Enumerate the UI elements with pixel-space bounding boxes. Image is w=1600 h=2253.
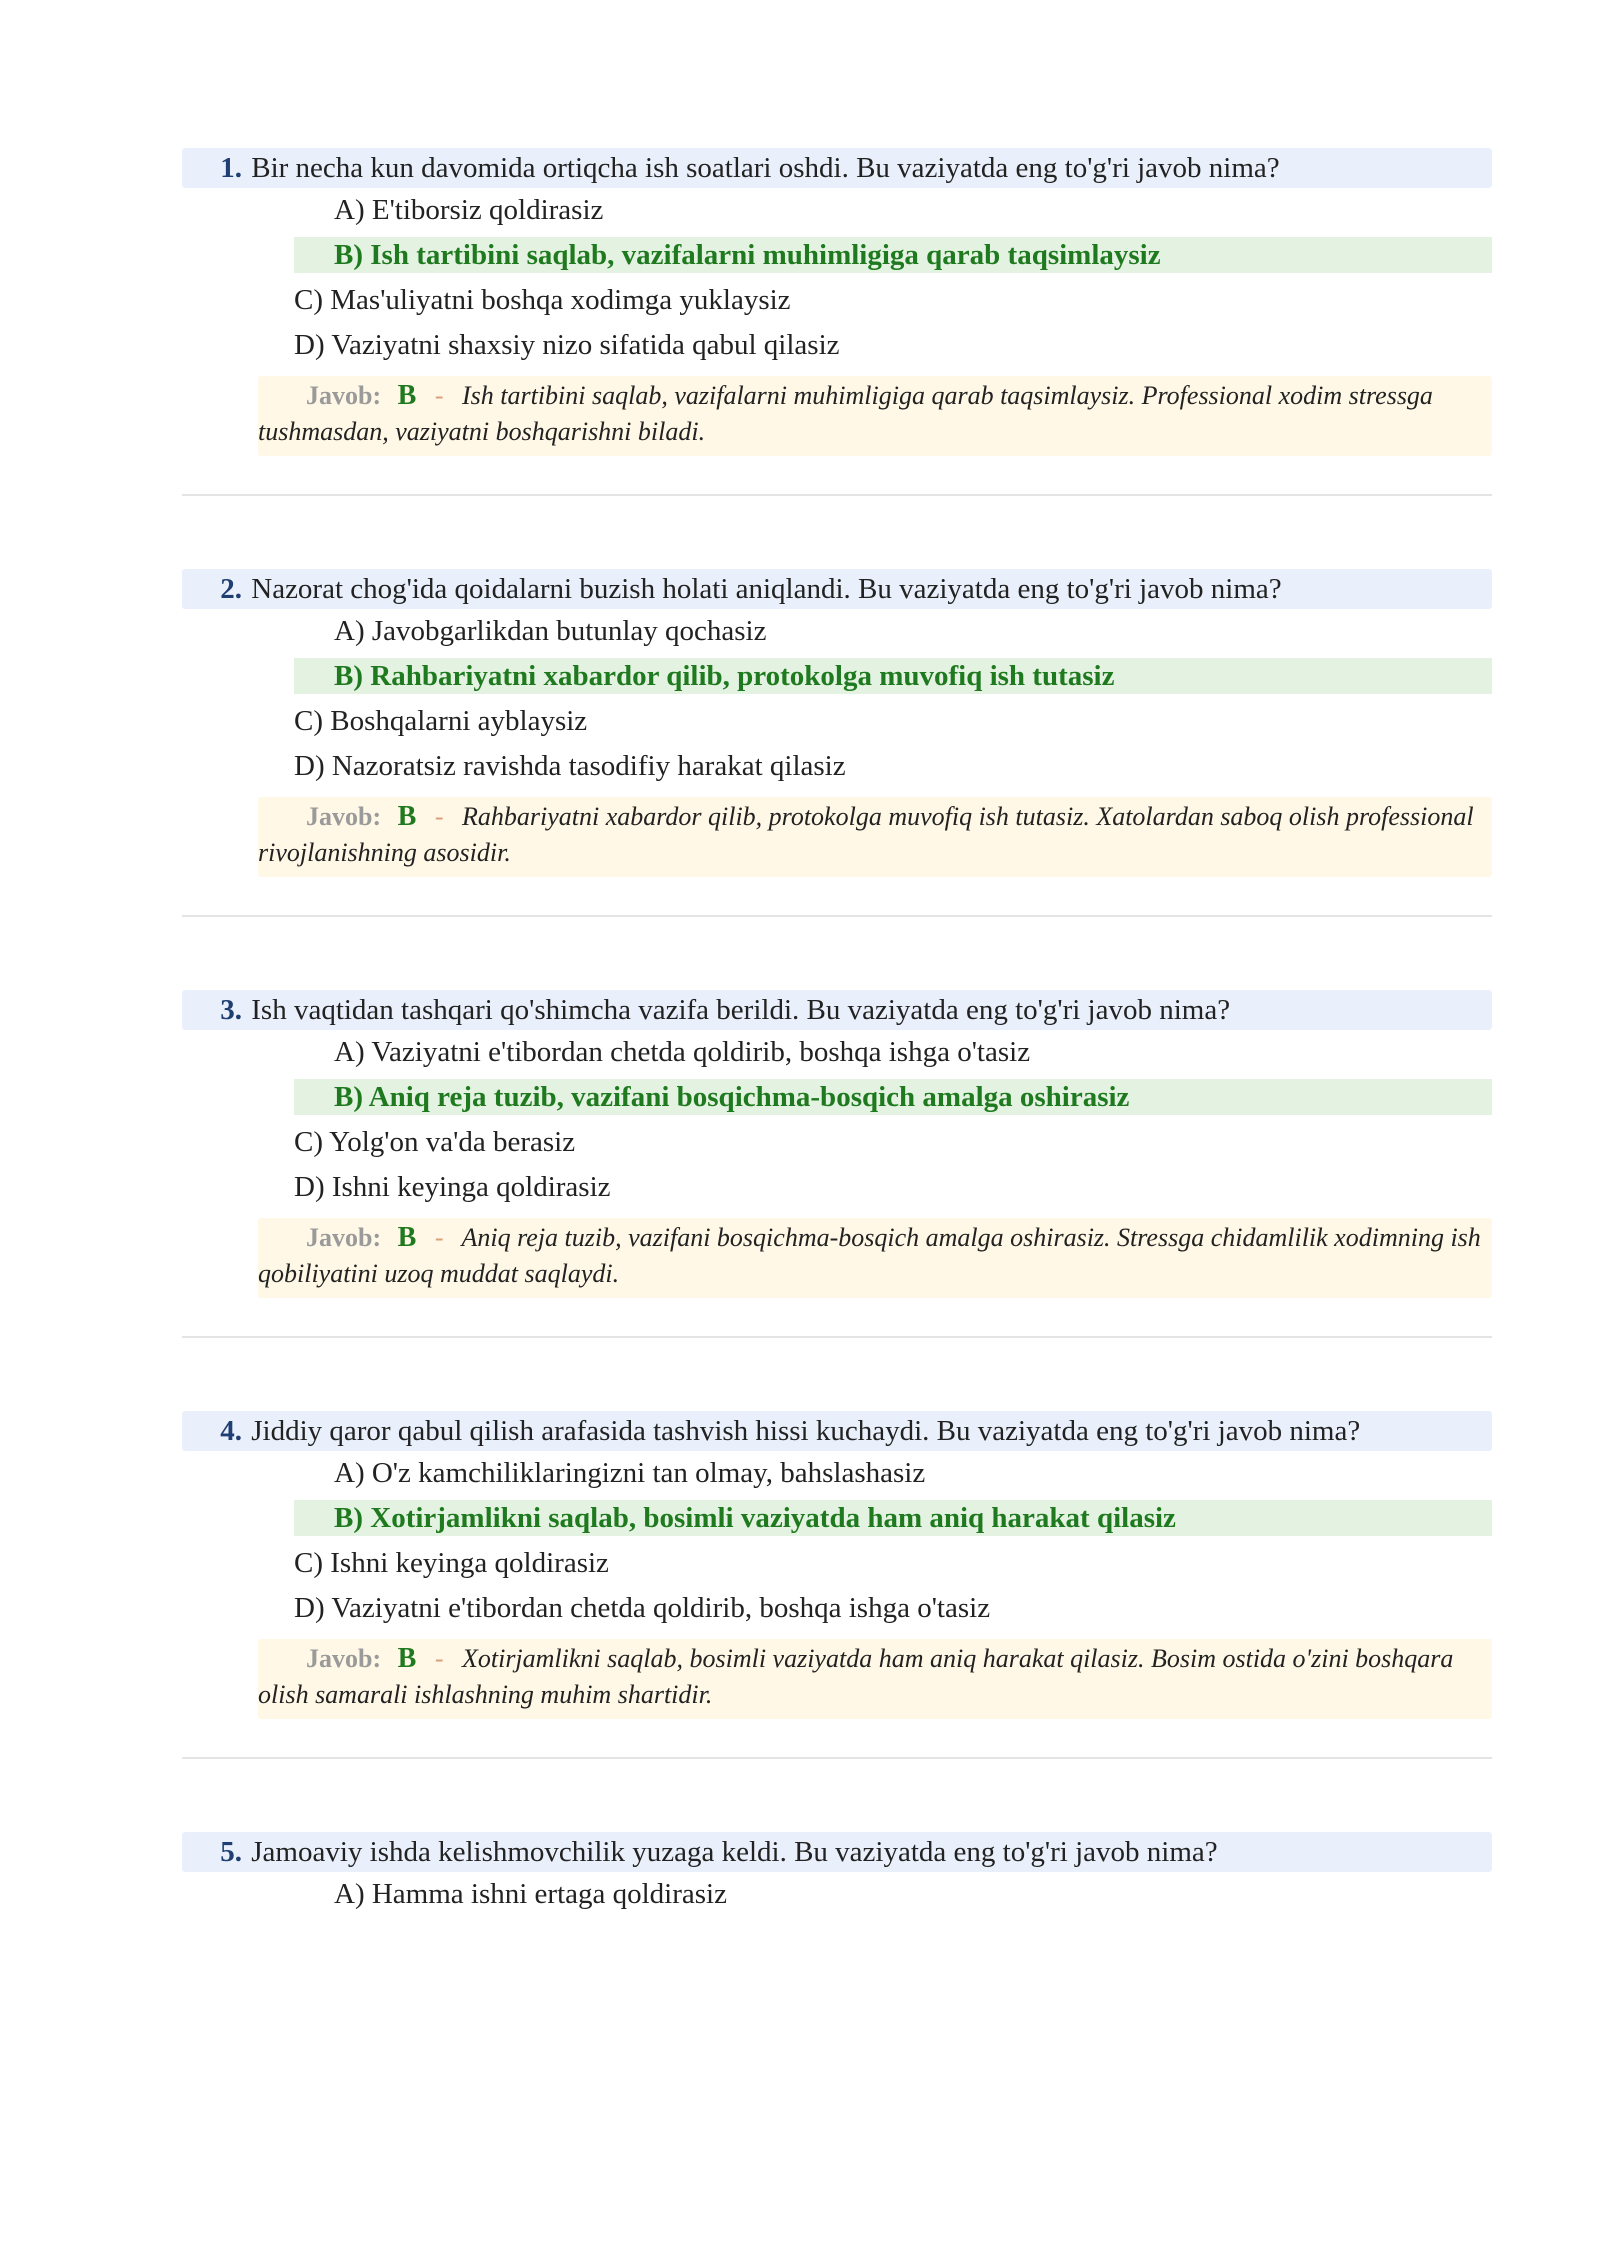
option-c: C) Ishni keyinga qoldirasiz (294, 1547, 609, 1579)
question-block (182, 148, 1492, 569)
answer-letter: B (397, 801, 417, 832)
answer-text: Aniq reja tuzib, vazifani bosqichma-bosqich amalga oshirasiz. Stressga chidamlilik xodimning ish qobiliyatini uzoq muddat saqlaydi. (258, 1223, 1481, 1288)
answer-label: Javob: (306, 802, 382, 831)
answer-dash: - (434, 1644, 444, 1673)
option-c: C) Boshqalarni ayblaysiz (294, 705, 588, 737)
question-block (182, 1832, 1492, 2253)
option-d: D) Nazoratsiz ravishda tasodifiy harakat qilasiz (294, 750, 846, 782)
question-number: 1. (220, 152, 242, 184)
option-a: A) E'tiborsiz qoldirasiz (334, 194, 604, 226)
separator (182, 1757, 1492, 1759)
option-b-correct: B) Xotirjamlikni saqlab, bosimli vaziyatda ham aniq harakat qilasiz (294, 1500, 1492, 1536)
question-number: 3. (220, 994, 242, 1026)
question-line (182, 1832, 1492, 1872)
answer-explanation (258, 376, 1492, 456)
option-a: A) Javobgarlikdan butunlay qochasiz (334, 615, 767, 647)
question-line (182, 148, 1492, 188)
answer-letter: B (397, 1643, 417, 1674)
option-c: C) Mas'uliyatni boshqa xodimga yuklaysiz (294, 284, 791, 316)
question-list (182, 148, 1492, 2253)
option-b-correct: B) Rahbariyatni xabardor qilib, protokolga muvofiq ish tutasiz (294, 658, 1492, 694)
question-line (182, 990, 1492, 1030)
answer-letter: B (397, 380, 417, 411)
question-block (182, 1411, 1492, 1832)
question-text: Ish vaqtidan tashqari qo'shimcha vazifa berildi. Bu vaziyatda eng to'g'ri javob nima? (251, 994, 1231, 1026)
answer-text: Rahbariyatni xabardor qilib, protokolga muvofiq ish tutasiz. Xatolardan saboq olish professional rivojlanishning asosidir. (258, 802, 1474, 867)
answer-text: Ish tartibini saqlab, vazifalarni muhimligiga qarab taqsimlaysiz. Professional xodim stressga tushmasdan, vaziyatni boshqarishni biladi. (258, 381, 1433, 446)
question-text: Jiddiy qaror qabul qilish arafasida tashvish hissi kuchaydi. Bu vaziyatda eng to'g'ri javob nima? (251, 1415, 1361, 1447)
option-d: D) Ishni keyinga qoldirasiz (294, 1171, 611, 1203)
option-b-correct: B) Ish tartibini saqlab, vazifalarni muhimligiga qarab taqsimlaysiz (294, 237, 1492, 273)
option-c: C) Yolg'on va'da berasiz (294, 1126, 576, 1158)
separator (182, 494, 1492, 496)
answer-dash: - (434, 381, 444, 410)
question-number: 5. (220, 1836, 242, 1868)
question-number: 2. (220, 573, 242, 605)
separator (182, 1336, 1492, 1338)
answer-dash: - (434, 1223, 444, 1252)
question-text: Nazorat chog'ida qoidalarni buzish holati aniqlandi. Bu vaziyatda eng to'g'ri javob nima? (251, 573, 1282, 605)
question-line (182, 1411, 1492, 1451)
option-a: A) O'z kamchiliklaringizni tan olmay, bahslashasiz (334, 1457, 926, 1489)
question-text: Jamoaviy ishda kelishmovchilik yuzaga keldi. Bu vaziyatda eng to'g'ri javob nima? (251, 1836, 1218, 1868)
answer-label: Javob: (306, 1644, 382, 1673)
option-d: D) Vaziyatni shaxsiy nizo sifatida qabul qilasiz (294, 329, 840, 361)
separator (182, 915, 1492, 917)
question-line (182, 569, 1492, 609)
question-block (182, 569, 1492, 990)
option-b-correct: B) Aniq reja tuzib, vazifani bosqichma-bosqich amalga oshirasiz (294, 1079, 1492, 1115)
question-number: 4. (220, 1415, 242, 1447)
answer-letter: B (397, 1222, 417, 1253)
answer-label: Javob: (306, 381, 382, 410)
option-a: A) Vaziyatni e'tibordan chetda qoldirib, boshqa ishga o'tasiz (334, 1036, 1031, 1068)
answer-dash: - (434, 802, 444, 831)
option-a: A) Hamma ishni ertaga qoldirasiz (334, 1878, 727, 1910)
answer-explanation (258, 797, 1492, 877)
answer-explanation (258, 1639, 1492, 1719)
answer-explanation (258, 1218, 1492, 1298)
question-text: Bir necha kun davomida ortiqcha ish soatlari oshdi. Bu vaziyatda eng to'g'ri javob nima? (251, 152, 1280, 184)
option-d: D) Vaziyatni e'tibordan chetda qoldirib, boshqa ishga o'tasiz (294, 1592, 991, 1624)
answer-text: Xotirjamlikni saqlab, bosimli vaziyatda ham aniq harakat qilasiz. Bosim ostida o'zini boshqara olish samarali ishlashning muhim shartidir. (258, 1644, 1454, 1709)
answer-label: Javob: (306, 1223, 382, 1252)
question-block (182, 990, 1492, 1411)
